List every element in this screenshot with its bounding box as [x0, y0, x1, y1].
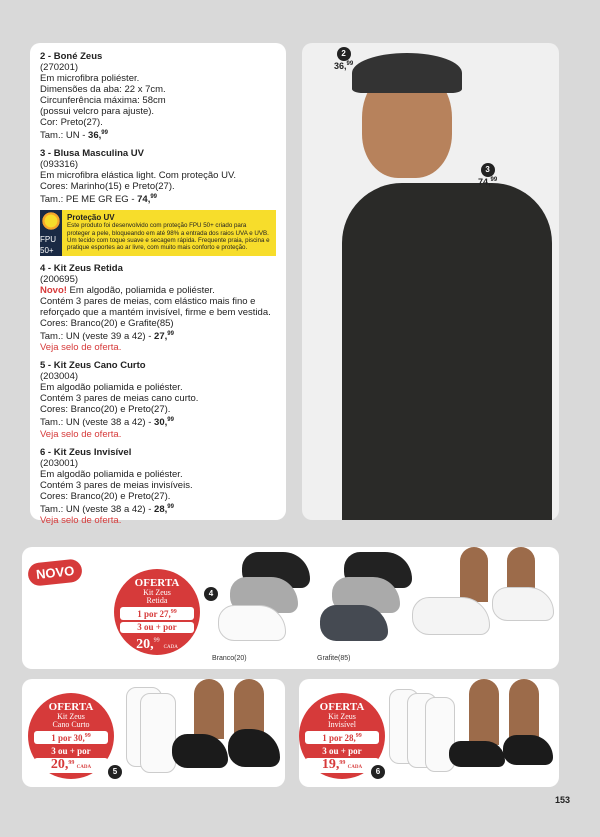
product-line: Em microfibra poliéster.	[40, 73, 140, 84]
badge-cents: 99	[490, 177, 498, 183]
product-size-price	[40, 329, 276, 342]
caption-grafite: Grafite(85)	[317, 655, 351, 662]
product-line: Em algodão poliamida e poliéster.	[40, 468, 183, 480]
offer-multi-price	[114, 635, 200, 653]
product-line: Em algodão poliamida e poliéster.	[40, 382, 183, 394]
product-code: (093316)	[40, 159, 79, 171]
price: 27,	[154, 331, 168, 343]
offer-multi-price	[34, 758, 108, 773]
product-line: Circunferência máxima: 58cm	[40, 95, 166, 106]
single-price: 1 por 27,	[137, 609, 171, 619]
product-title: 4 - Kit Zeus Retida	[40, 263, 123, 275]
price-cents: 99	[150, 194, 158, 201]
product-number-6: 6	[371, 765, 385, 779]
product-4	[40, 263, 276, 353]
product-line: Cor: Preto(27).	[40, 117, 103, 128]
price-badge-2	[334, 47, 353, 71]
offer-note-link[interactable]: Veja selo de oferta.	[40, 342, 122, 354]
product-number-5: 5	[108, 765, 122, 779]
product-3	[40, 148, 276, 205]
offer-title: OFERTA	[48, 701, 94, 713]
kit-cano-curto-panel	[22, 679, 285, 787]
offer-note-link[interactable]: Veja selo de oferta.	[40, 514, 122, 526]
product-title: 2 - Boné Zeus	[40, 51, 103, 62]
cada-label: CADA	[76, 765, 92, 770]
sock-worn-white	[412, 597, 490, 635]
price-cents: 99	[167, 331, 174, 338]
fpu-logo	[40, 210, 62, 256]
model-shirt	[342, 183, 552, 520]
product-descriptions-panel	[30, 43, 286, 526]
sock-worn-black	[503, 735, 553, 765]
cada-label: CADA	[163, 645, 178, 650]
price-cents: 99	[101, 130, 108, 136]
novo-label: Novo!	[40, 285, 67, 297]
multi-cents: 99	[68, 760, 75, 766]
sun-icon	[40, 210, 62, 232]
badge-number: 3	[481, 163, 495, 177]
offer-single-price	[120, 607, 194, 620]
product-line: Cores: Branco(20) e Preto(27).	[40, 404, 171, 416]
sock-white-crew	[140, 693, 176, 773]
product-line: Cores: Branco(20) e Preto(27).	[40, 490, 171, 502]
product-size-price	[40, 502, 276, 515]
product-line	[40, 285, 276, 296]
multi-price: 20,	[136, 637, 154, 652]
badge-price: 74,	[478, 177, 491, 187]
offer-name2: Invisível	[328, 720, 356, 729]
offer-name2: Cano Curto	[52, 720, 90, 729]
price: 74,	[137, 194, 151, 206]
product-line: (possui velcro para ajuste).	[40, 106, 155, 117]
offer-multi-price	[305, 758, 379, 773]
product-2	[40, 51, 276, 141]
size: Tam.: UN (veste 38 a 42) -	[40, 417, 155, 429]
offer-multi-label: 3 ou + por	[322, 746, 362, 756]
offer-name: Kit Zeus	[328, 712, 356, 721]
size: Tam.: UN (veste 38 a 42) -	[40, 503, 155, 515]
single-price: 1 por 30,	[51, 733, 85, 743]
multi-price: 20,	[50, 757, 69, 772]
product-code: (200695)	[40, 274, 79, 286]
price-cents: 99	[167, 417, 174, 424]
multi-cents: 99	[153, 637, 160, 644]
size: Tam.: PE ME GR EG -	[40, 194, 138, 206]
price: 30,	[154, 417, 168, 429]
product-line-text: Em algodão, poliamida e poliéster.	[66, 285, 215, 297]
caption-branco: Branco(20)	[212, 655, 247, 662]
sock-graphite	[320, 605, 388, 641]
leg	[194, 679, 224, 739]
offer-title: OFERTA	[134, 577, 180, 589]
sock-worn-white	[492, 587, 554, 621]
uv-title: Proteção UV	[67, 213, 115, 223]
badge-cents: 99	[346, 61, 354, 67]
uv-description	[62, 210, 276, 256]
product-line: Em microfibra elástica light. Com proteção UV.	[40, 170, 237, 182]
single-cents: 99	[170, 609, 177, 615]
offer-single-price	[34, 731, 108, 744]
leg	[469, 679, 499, 745]
price-badge-3	[478, 163, 497, 187]
product-size-price	[40, 192, 276, 205]
offer-name2: Retida	[146, 596, 168, 605]
leg	[507, 547, 535, 592]
kit-invisivel-panel	[299, 679, 559, 787]
product-code: (203004)	[40, 371, 79, 383]
badge-price: 36,	[334, 61, 347, 71]
offer-single-price	[305, 731, 379, 744]
sock-worn-black	[449, 741, 505, 767]
product-line: Contém 3 pares de meias invisíveis.	[40, 479, 193, 491]
product-size-price	[40, 128, 276, 141]
leg	[460, 547, 488, 602]
product-5	[40, 360, 276, 439]
size: Tam.: UN (veste 39 a 42) -	[40, 331, 155, 343]
product-line: Cores: Branco(20) e Grafite(85)	[40, 318, 174, 330]
single-cents: 99	[84, 733, 91, 739]
badge-number: 2	[337, 47, 351, 61]
product-code: (203001)	[40, 457, 79, 469]
offer-seal-5	[28, 693, 114, 779]
uv-protection-box	[40, 210, 276, 256]
product-6	[40, 447, 276, 526]
uv-text: Este produto foi desenvolvido com proteção FPU 50+ criado para proteger a pele, bloqueando em até 98% a entrada dos raios UVA e UVB. Um tecido com toque suave e secagem rápida. Frequente praia, piscina e pratique esportes ao ar livre, com muito mais conforto e proteção.	[67, 222, 270, 252]
price-cents: 99	[167, 503, 174, 510]
offer-note-link[interactable]: Veja selo de oferta.	[40, 428, 122, 440]
sock-worn-black	[228, 729, 280, 767]
sock-white	[218, 605, 286, 641]
product-code: (270201)	[40, 62, 79, 73]
kit-retida-panel	[22, 547, 559, 669]
model-photo-panel	[302, 43, 559, 520]
product-title: 5 - Kit Zeus Cano Curto	[40, 360, 146, 372]
offer-name: Kit Zeus	[57, 712, 85, 721]
product-line: Contém 3 pares de meias, com elástico mais fino e reforçado que a mantém invisível, firme e bem vestida.	[40, 296, 271, 319]
multi-cents: 99	[339, 760, 346, 766]
product-line: Dimensões da aba: 22 x 7cm.	[40, 84, 166, 95]
sock-worn-black	[172, 734, 228, 768]
single-price: 1 por 28,	[322, 733, 356, 743]
cada-label: CADA	[347, 765, 363, 770]
price: 36,	[88, 130, 102, 142]
offer-multi-label: 3 ou + por	[120, 622, 194, 633]
product-line: Contém 3 pares de meias cano curto.	[40, 393, 199, 405]
multi-price: 19,	[321, 757, 340, 772]
single-cents: 99	[355, 733, 362, 739]
novo-tag: NOVO	[27, 558, 83, 587]
fpu-label: FPU 50+	[40, 235, 56, 256]
product-number-4: 4	[204, 587, 218, 601]
product-size-price	[40, 415, 276, 428]
product-title: 3 - Blusa Masculina UV	[40, 148, 145, 160]
model-cap	[352, 53, 462, 93]
price: 28,	[154, 503, 168, 515]
product-line: Cores: Marinho(15) e Preto(27).	[40, 181, 175, 193]
product-title: 6 - Kit Zeus Invisível	[40, 446, 132, 458]
offer-title: OFERTA	[319, 701, 365, 713]
page-number: 153	[554, 795, 570, 805]
offer-multi-label: 3 ou + por	[51, 746, 91, 756]
size: Tam.: UN -	[40, 130, 89, 142]
offer-name: Kit Zeus	[143, 588, 171, 597]
offer-seal-4	[114, 569, 200, 655]
